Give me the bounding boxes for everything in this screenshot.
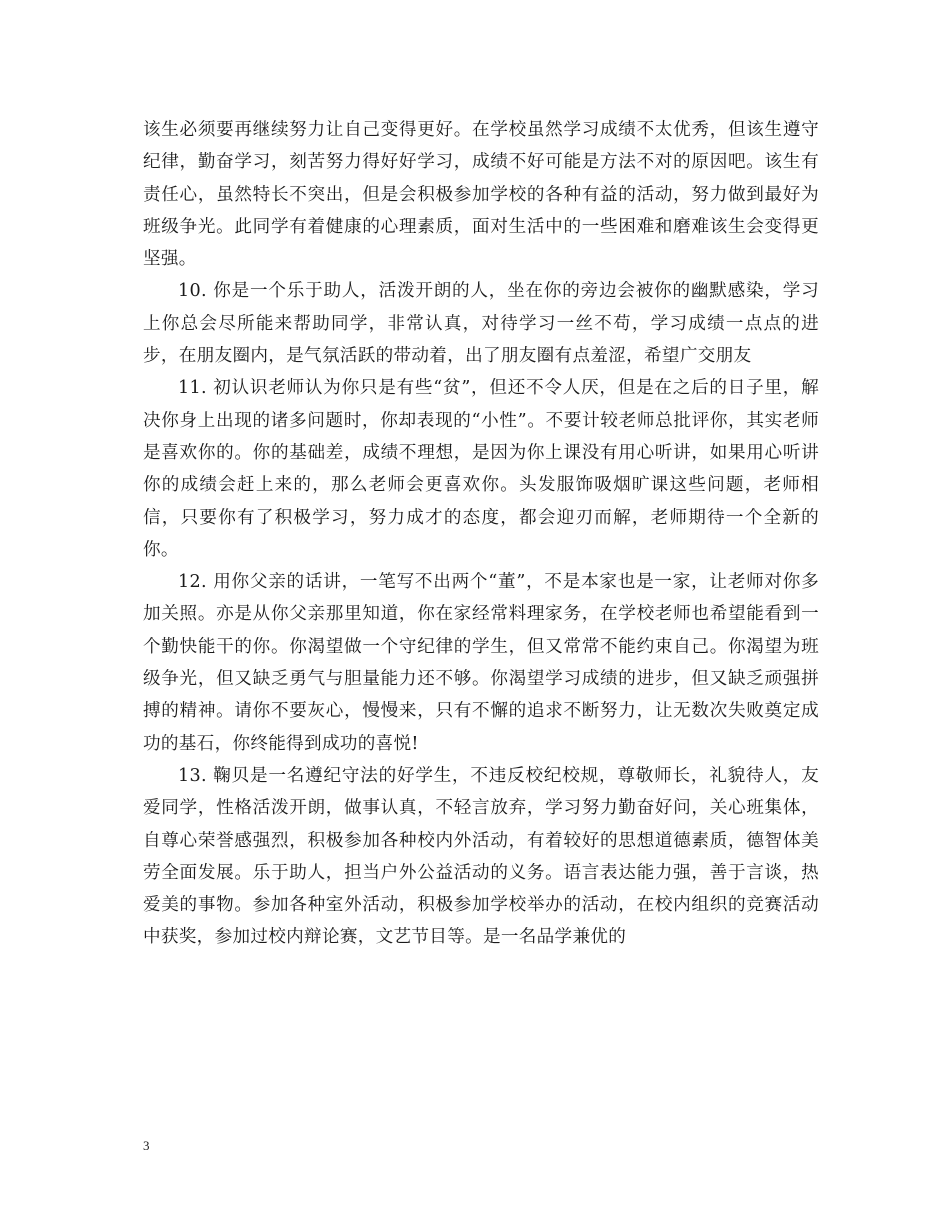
paragraph-item-12: 12. 用你父亲的话讲，一笔写不出两个“董”，不是本家也是一家，让老师对你多加关照。亦是从你父亲那里知道，你在家经常料理家务，在学校老师也希望能看到一个勤快能干的你。你渴望做一个守纪律的学生，但又常常不能约束自己。你渴望为班级争光，但又缺乏勇气与胆量能力还不够。你渴望学习成绩的进步，但又缺乏顽强拼搏的精神。请你不要灰心，慢慢来，只有不懈的追求不断努力，让无数次失败奠定成功的基石，你终能得到成功的喜悦! [143, 572, 819, 754]
page-number: 3 [143, 1138, 150, 1153]
document-body [143, 114, 819, 954]
paragraph-item-10: 10. 你是一个乐于助人，活泼开朗的人，坐在你的旁边会被你的幽默感染，学习上你总会尽所能来帮助同学，非常认真，对待学习一丝不苟，学习成绩一点点的进步，在朋友圈内，是气氛活跃的带动着，出了朋友圈有点羞涩，希望广交朋友 [143, 281, 819, 367]
paragraph-item-13: 13. 鞠贝是一名遵纪守法的好学生，不违反校纪校规，尊敬师长，礼貌待人，友爱同学，性格活泼开朗，做事认真，不轻言放弃，学习努力勤奋好问，关心班集体，自尊心荣誉感强烈，积极参加各种校内外活动，有着较好的思想道德素质，德智体美劳全面发展。乐于助人，担当户外公益活动的义务。语言表达能力强，善于言谈，热爱美的事物。参加各种室外活动，积极参加学校举办的活动，在校内组织的竞赛活动中获奖，参加过校内辩论赛，文艺节目等。是一名品学兼优的 [143, 765, 819, 948]
paragraph-item-11: 11. 初认识老师认为你只是有些“贫”，但还不令人厌，但是在之后的日子里，解决你身上出现的诸多问题时，你却表现的“小性”。不要计较老师总批评你，其实老师是喜欢你的。你的基础差，成绩不理想，是因为你上课没有用心听讲，如果用心听讲你的成绩会赶上来的，那么老师会更喜欢你。头发服饰吸烟旷课这些问题，老师相信，只要你有了积极学习，努力成才的态度，都会迎刃而解，老师期待一个全新的你。 [143, 378, 819, 560]
paragraph-continued: 该生必须要再继续努力让自己变得更好。在学校虽然学习成绩不太优秀，但该生遵守纪律，勤奋学习，刻苦努力得好好学习，成绩不好可能是方法不对的原因吧。该生有责任心，虽然特长不突出，但是会积极参加学校的各种有益的活动，努力做到最好为班级争光。此同学有着健康的心理素质，面对生活中的一些困难和磨难该生会变得更坚强。 [143, 120, 819, 270]
